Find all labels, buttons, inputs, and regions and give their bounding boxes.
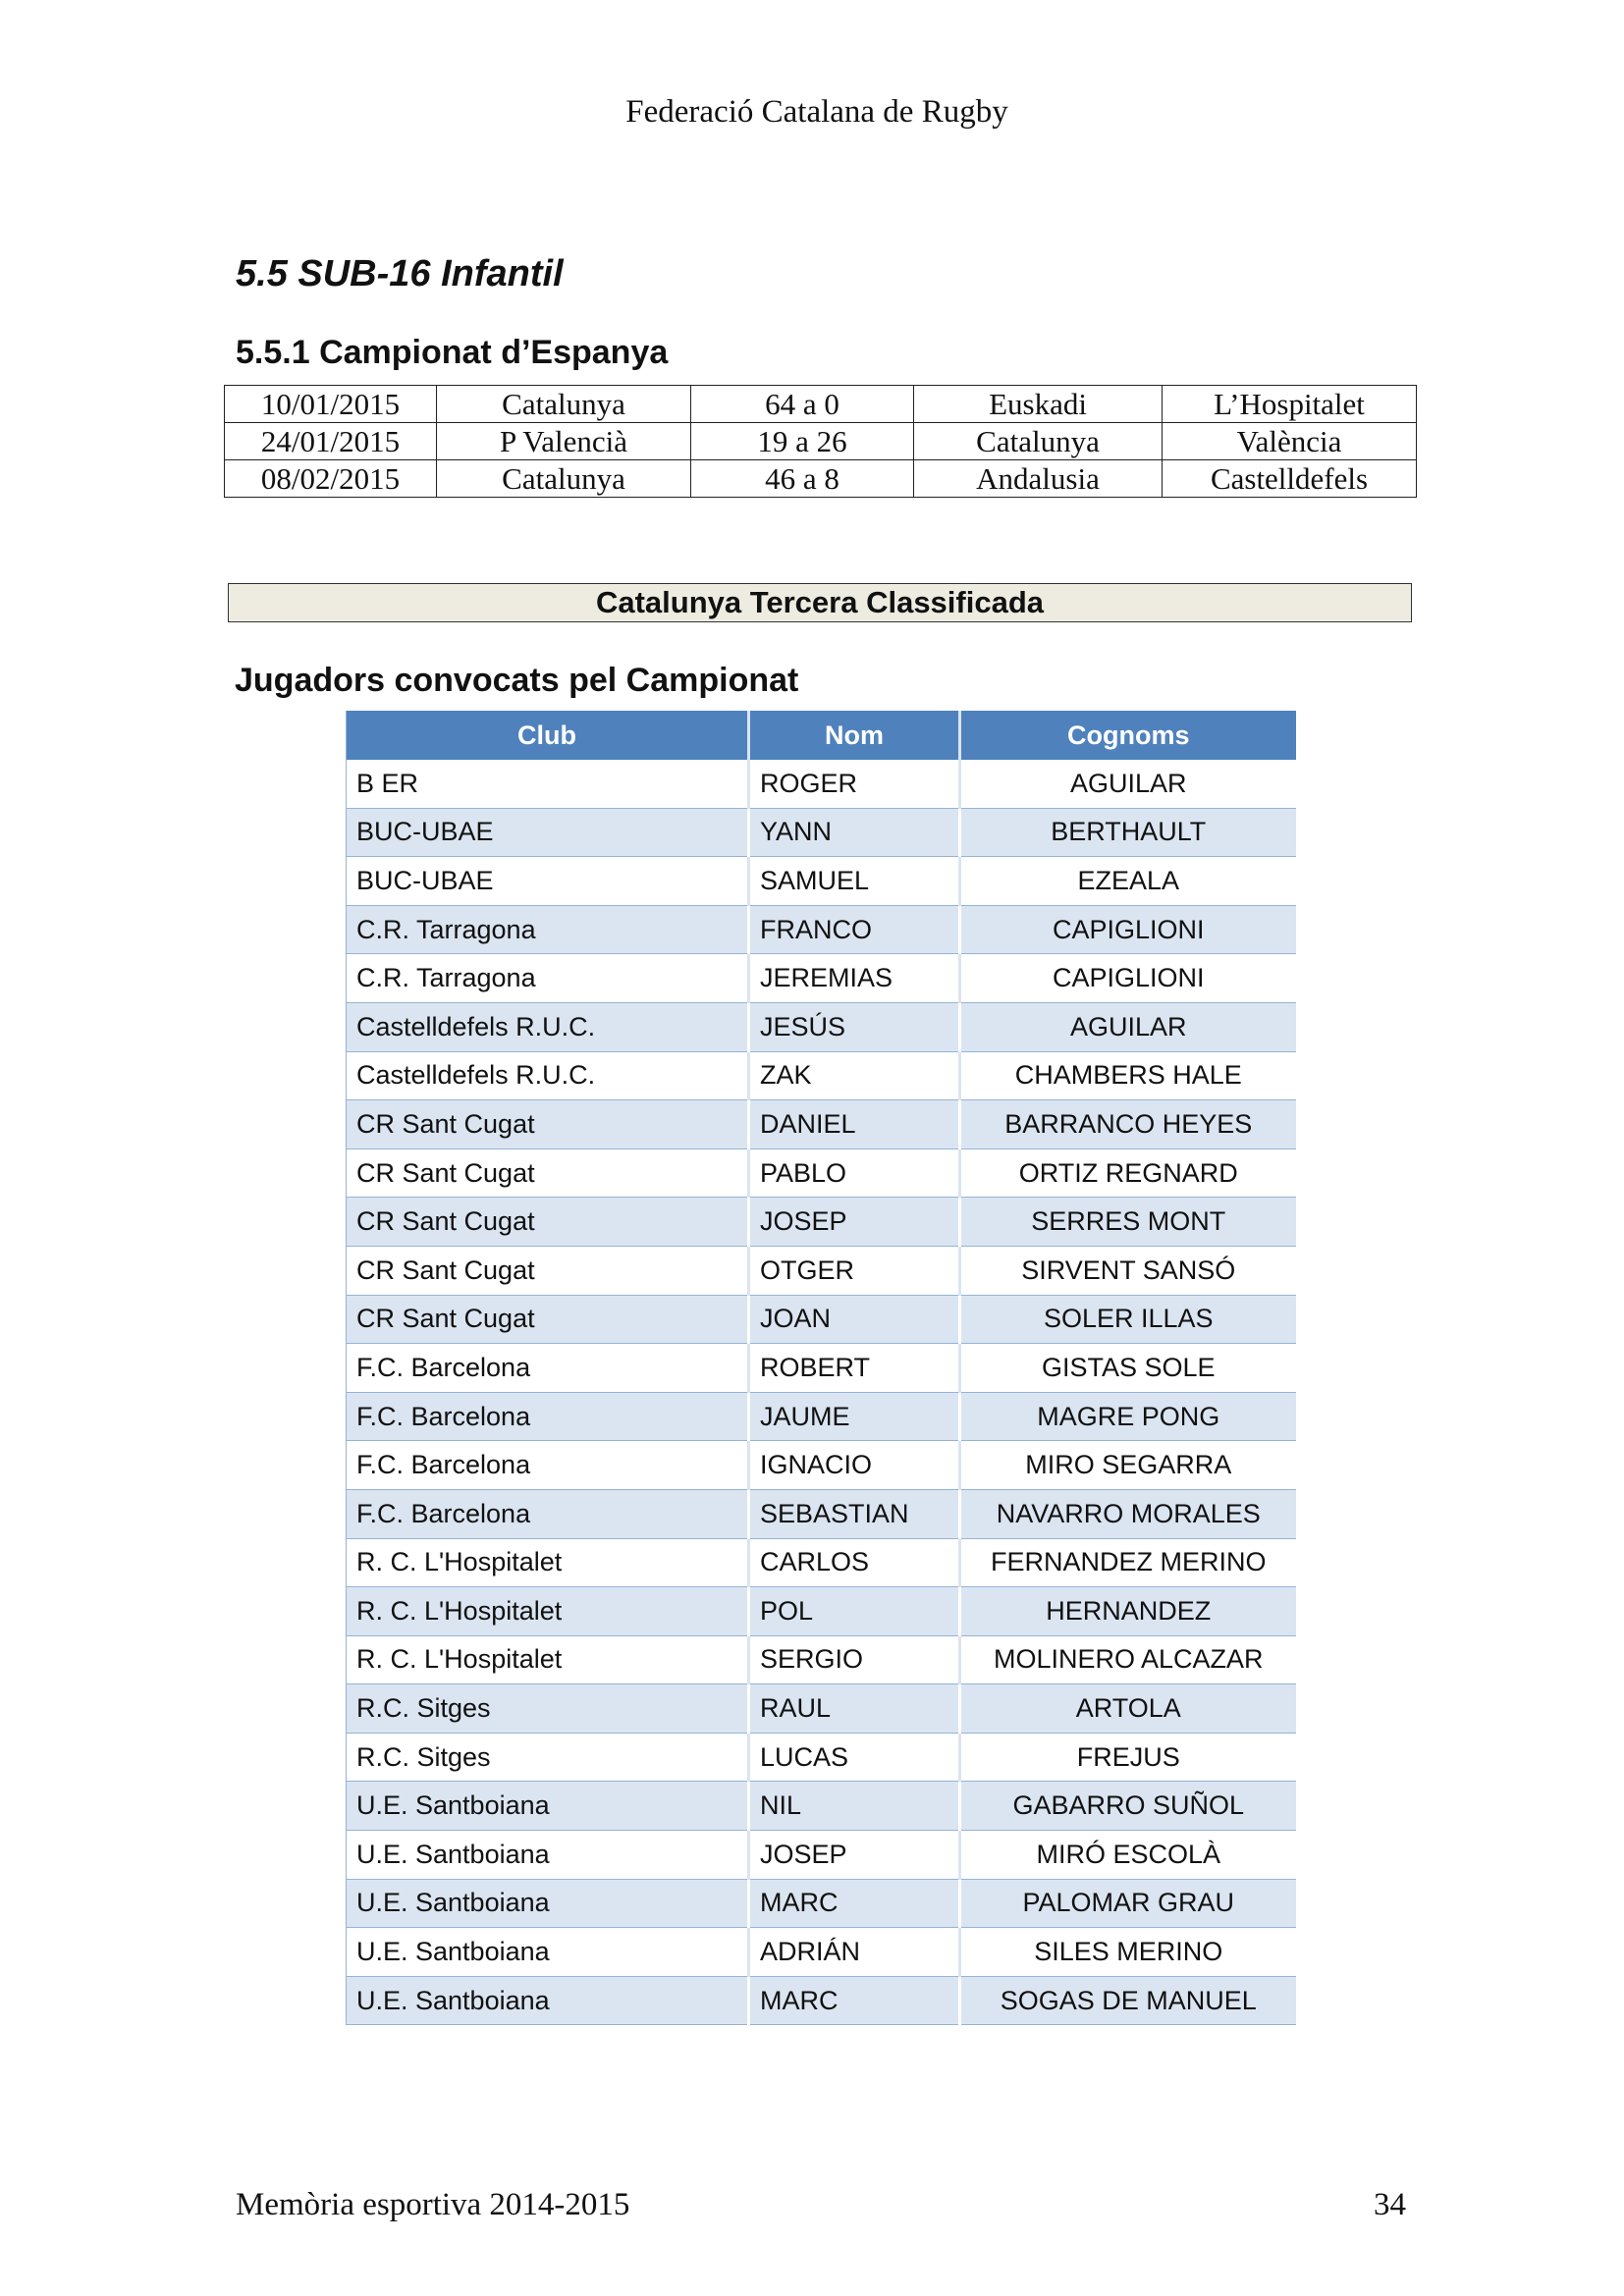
player-club: C.R. Tarragona: [347, 954, 749, 1003]
footer-title: Memòria esportiva 2014-2015: [236, 2187, 630, 2222]
player-club: C.R. Tarragona: [347, 905, 749, 954]
player-row: [347, 1587, 1296, 1636]
player-first-name: SAMUEL: [749, 857, 960, 906]
player-first-name: RAUL: [749, 1684, 960, 1734]
player-club: U.E. Santboiana: [347, 1831, 749, 1880]
player-first-name: DANIEL: [749, 1100, 960, 1149]
player-first-name: MARC: [749, 1879, 960, 1928]
player-club: CR Sant Cugat: [347, 1148, 749, 1198]
player-row: [347, 808, 1296, 857]
player-surname: CAPIGLIONI: [960, 954, 1296, 1003]
result-away: Catalunya: [914, 423, 1163, 460]
result-row: [225, 386, 1417, 423]
player-club: CR Sant Cugat: [347, 1246, 749, 1295]
player-club: F.C. Barcelona: [347, 1441, 749, 1490]
player-first-name: FRANCO: [749, 905, 960, 954]
player-surname: MIRO SEGARRA: [960, 1441, 1296, 1490]
player-club: R. C. L'Hospitalet: [347, 1538, 749, 1587]
player-row: [347, 1635, 1296, 1684]
player-first-name: JOSEP: [749, 1198, 960, 1247]
result-date: 10/01/2015: [225, 386, 437, 423]
player-club: CR Sant Cugat: [347, 1295, 749, 1344]
player-row: [347, 1879, 1296, 1928]
player-surname: GISTAS SOLE: [960, 1344, 1296, 1393]
player-club: F.C. Barcelona: [347, 1392, 749, 1441]
player-row: [347, 760, 1296, 808]
player-first-name: CARLOS: [749, 1538, 960, 1587]
player-surname: GABARRO SUÑOL: [960, 1782, 1296, 1831]
player-surname: SERRES MONT: [960, 1198, 1296, 1247]
player-club: R. C. L'Hospitalet: [347, 1635, 749, 1684]
player-row: [347, 1489, 1296, 1538]
result-date: 08/02/2015: [225, 460, 437, 498]
result-score: 46 a 8: [691, 460, 914, 498]
result-row: [225, 423, 1417, 460]
player-surname: MAGRE PONG: [960, 1392, 1296, 1441]
result-venue: L’Hospitalet: [1163, 386, 1417, 423]
player-first-name: SEBASTIAN: [749, 1489, 960, 1538]
result-score: 19 a 26: [691, 423, 914, 460]
page-number: 34: [1374, 2187, 1406, 2222]
section-subtitle: 5.5.1 Campionat d’Espanya: [236, 334, 669, 371]
result-row: [225, 460, 1417, 498]
player-first-name: NIL: [749, 1782, 960, 1831]
players-header-row: [347, 711, 1296, 760]
player-club: BUC-UBAE: [347, 808, 749, 857]
players-table: [346, 711, 1296, 2025]
player-club: CR Sant Cugat: [347, 1100, 749, 1149]
player-surname: SILES MERINO: [960, 1928, 1296, 1977]
player-first-name: JEREMIAS: [749, 954, 960, 1003]
player-surname: SOLER ILLAS: [960, 1295, 1296, 1344]
column-header-cognoms: Cognoms: [960, 711, 1296, 760]
result-score: 64 a 0: [691, 386, 914, 423]
player-surname: ARTOLA: [960, 1684, 1296, 1734]
player-first-name: SERGIO: [749, 1635, 960, 1684]
player-surname: BERTHAULT: [960, 808, 1296, 857]
player-row: [347, 1392, 1296, 1441]
player-row: [347, 1344, 1296, 1393]
player-row: [347, 1246, 1296, 1295]
classification-banner: Catalunya Tercera Classificada: [228, 583, 1412, 622]
player-club: R. C. L'Hospitalet: [347, 1587, 749, 1636]
player-surname: ORTIZ REGNARD: [960, 1148, 1296, 1198]
player-row: [347, 1100, 1296, 1149]
player-surname: MIRÓ ESCOLÀ: [960, 1831, 1296, 1880]
player-surname: AGUILAR: [960, 1002, 1296, 1051]
player-first-name: LUCAS: [749, 1733, 960, 1782]
section-title: 5.5 SUB-16 Infantil: [236, 253, 564, 294]
player-row: [347, 1002, 1296, 1051]
player-club: CR Sant Cugat: [347, 1198, 749, 1247]
player-surname: CAPIGLIONI: [960, 905, 1296, 954]
player-row: [347, 954, 1296, 1003]
player-first-name: ROGER: [749, 760, 960, 808]
player-first-name: JESÚS: [749, 1002, 960, 1051]
player-club: U.E. Santboiana: [347, 1928, 749, 1977]
player-club: U.E. Santboiana: [347, 1782, 749, 1831]
column-header-nom: Nom: [749, 711, 960, 760]
player-surname: CHAMBERS HALE: [960, 1051, 1296, 1100]
result-home: P Valencià: [437, 423, 691, 460]
player-club: F.C. Barcelona: [347, 1344, 749, 1393]
result-venue: Castelldefels: [1163, 460, 1417, 498]
player-first-name: ADRIÁN: [749, 1928, 960, 1977]
player-first-name: OTGER: [749, 1246, 960, 1295]
column-header-club: Club: [347, 711, 749, 760]
player-surname: AGUILAR: [960, 760, 1296, 808]
result-home: Catalunya: [437, 386, 691, 423]
result-venue: València: [1163, 423, 1417, 460]
result-away: Euskadi: [914, 386, 1163, 423]
player-row: [347, 1831, 1296, 1880]
player-first-name: ZAK: [749, 1051, 960, 1100]
player-row: [347, 1928, 1296, 1977]
player-first-name: POL: [749, 1587, 960, 1636]
player-first-name: JOSEP: [749, 1831, 960, 1880]
player-row: [347, 1733, 1296, 1782]
player-row: [347, 1782, 1296, 1831]
player-club: F.C. Barcelona: [347, 1489, 749, 1538]
player-row: [347, 1295, 1296, 1344]
player-surname: NAVARRO MORALES: [960, 1489, 1296, 1538]
player-row: [347, 1051, 1296, 1100]
player-first-name: IGNACIO: [749, 1441, 960, 1490]
player-first-name: MARC: [749, 1976, 960, 2025]
results-table: [224, 385, 1417, 498]
player-row: [347, 1441, 1296, 1490]
player-row: [347, 1976, 1296, 2025]
player-surname: EZEALA: [960, 857, 1296, 906]
player-club: R.C. Sitges: [347, 1684, 749, 1734]
player-surname: FREJUS: [960, 1733, 1296, 1782]
player-surname: BARRANCO HEYES: [960, 1100, 1296, 1149]
page-header: Federació Catalana de Rugby: [625, 94, 1008, 130]
result-away: Andalusia: [914, 460, 1163, 498]
players-heading: Jugadors convocats pel Campionat: [235, 662, 799, 699]
player-row: [347, 1684, 1296, 1734]
player-first-name: JOAN: [749, 1295, 960, 1344]
player-row: [347, 857, 1296, 906]
player-first-name: PABLO: [749, 1148, 960, 1198]
player-row: [347, 1538, 1296, 1587]
player-club: R.C. Sitges: [347, 1733, 749, 1782]
player-club: B ER: [347, 760, 749, 808]
player-club: U.E. Santboiana: [347, 1879, 749, 1928]
player-club: U.E. Santboiana: [347, 1976, 749, 2025]
player-row: [347, 1198, 1296, 1247]
player-row: [347, 905, 1296, 954]
player-surname: MOLINERO ALCAZAR: [960, 1635, 1296, 1684]
player-row: [347, 1148, 1296, 1198]
player-first-name: JAUME: [749, 1392, 960, 1441]
player-club: BUC-UBAE: [347, 857, 749, 906]
result-home: Catalunya: [437, 460, 691, 498]
player-surname: PALOMAR GRAU: [960, 1879, 1296, 1928]
player-surname: SOGAS DE MANUEL: [960, 1976, 1296, 2025]
result-date: 24/01/2015: [225, 423, 437, 460]
player-first-name: ROBERT: [749, 1344, 960, 1393]
player-first-name: YANN: [749, 808, 960, 857]
player-surname: FERNANDEZ MERINO: [960, 1538, 1296, 1587]
player-club: Castelldefels R.U.C.: [347, 1051, 749, 1100]
player-club: Castelldefels R.U.C.: [347, 1002, 749, 1051]
player-surname: SIRVENT SANSÓ: [960, 1246, 1296, 1295]
player-surname: HERNANDEZ: [960, 1587, 1296, 1636]
